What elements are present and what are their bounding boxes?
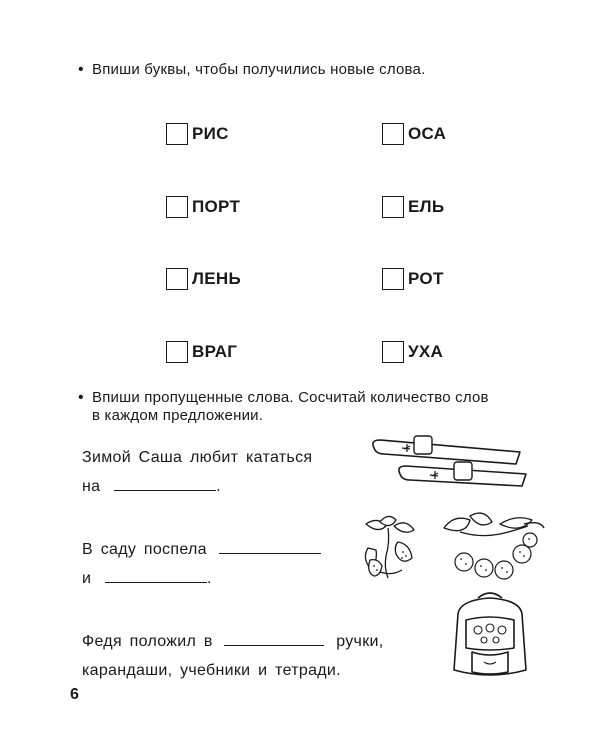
letter-box[interactable] bbox=[382, 268, 404, 290]
word-label: УХА bbox=[408, 342, 444, 361]
letter-box[interactable] bbox=[166, 268, 188, 290]
word-item bbox=[382, 341, 443, 363]
bullet-dot: • bbox=[78, 389, 84, 406]
letter-box[interactable] bbox=[382, 123, 404, 145]
sentence-3-end: ручки, bbox=[336, 633, 384, 650]
answer-blank[interactable] bbox=[114, 476, 216, 491]
letter-box[interactable] bbox=[166, 341, 188, 363]
answer-blank[interactable] bbox=[224, 631, 324, 646]
sentence-1-line2 bbox=[82, 472, 312, 501]
task2-instruction bbox=[78, 389, 489, 425]
task2-instruction-line1: Впиши пропущенные слова. Сосчитай количество слов bbox=[92, 389, 489, 406]
word-item bbox=[166, 123, 229, 145]
word-label: ПОРТ bbox=[192, 197, 241, 216]
word-item bbox=[166, 341, 237, 363]
letter-box[interactable] bbox=[166, 123, 188, 145]
sentence-1-end: . bbox=[216, 478, 221, 495]
bullet-dot: • bbox=[78, 61, 84, 78]
task2-instruction-line2: в каждом предложении. bbox=[92, 407, 264, 424]
word-label: ОСА bbox=[408, 124, 447, 143]
sentence-1 bbox=[82, 443, 312, 501]
sentence-3-start: Федя положил в bbox=[82, 633, 213, 650]
sentence-2-end: . bbox=[207, 570, 212, 587]
word-label: ЕЛЬ bbox=[408, 197, 445, 216]
word-item bbox=[166, 268, 241, 290]
letter-box[interactable] bbox=[382, 196, 404, 218]
word-label: ВРАГ bbox=[192, 342, 238, 361]
word-item bbox=[382, 196, 444, 218]
word-label: РОТ bbox=[408, 269, 444, 288]
word-label: РИС bbox=[192, 124, 229, 143]
letter-box[interactable] bbox=[166, 196, 188, 218]
backpack-icon bbox=[448, 588, 532, 682]
sentence-1-line1: Зимой Саша любит кататься bbox=[82, 449, 313, 466]
sentence-1-word: на bbox=[82, 478, 101, 495]
task1-instruction bbox=[78, 61, 426, 78]
sentence-3-line1 bbox=[82, 627, 383, 656]
answer-blank[interactable] bbox=[105, 568, 207, 583]
skis-icon bbox=[370, 430, 530, 492]
sentence-2-word: и bbox=[82, 570, 92, 587]
word-item bbox=[382, 123, 446, 145]
word-item bbox=[382, 268, 444, 290]
sentence-2-line2 bbox=[82, 564, 321, 593]
page-number: 6 bbox=[70, 686, 79, 703]
raspberry-icon bbox=[440, 508, 545, 586]
sentence-2-start: В саду поспела bbox=[82, 541, 207, 558]
word-label: ЛЕНЬ bbox=[192, 269, 241, 288]
word-item bbox=[166, 196, 240, 218]
letter-box[interactable] bbox=[382, 341, 404, 363]
strawberry-icon bbox=[358, 512, 438, 584]
answer-blank[interactable] bbox=[219, 539, 321, 554]
sentence-3 bbox=[82, 627, 383, 685]
sentence-2 bbox=[82, 535, 321, 593]
sentence-3-line2: карандаши, учебники и тетради. bbox=[82, 662, 341, 679]
sentence-2-line1 bbox=[82, 535, 321, 564]
task1-instruction-text: Впиши буквы, чтобы получились новые слова. bbox=[92, 61, 426, 78]
